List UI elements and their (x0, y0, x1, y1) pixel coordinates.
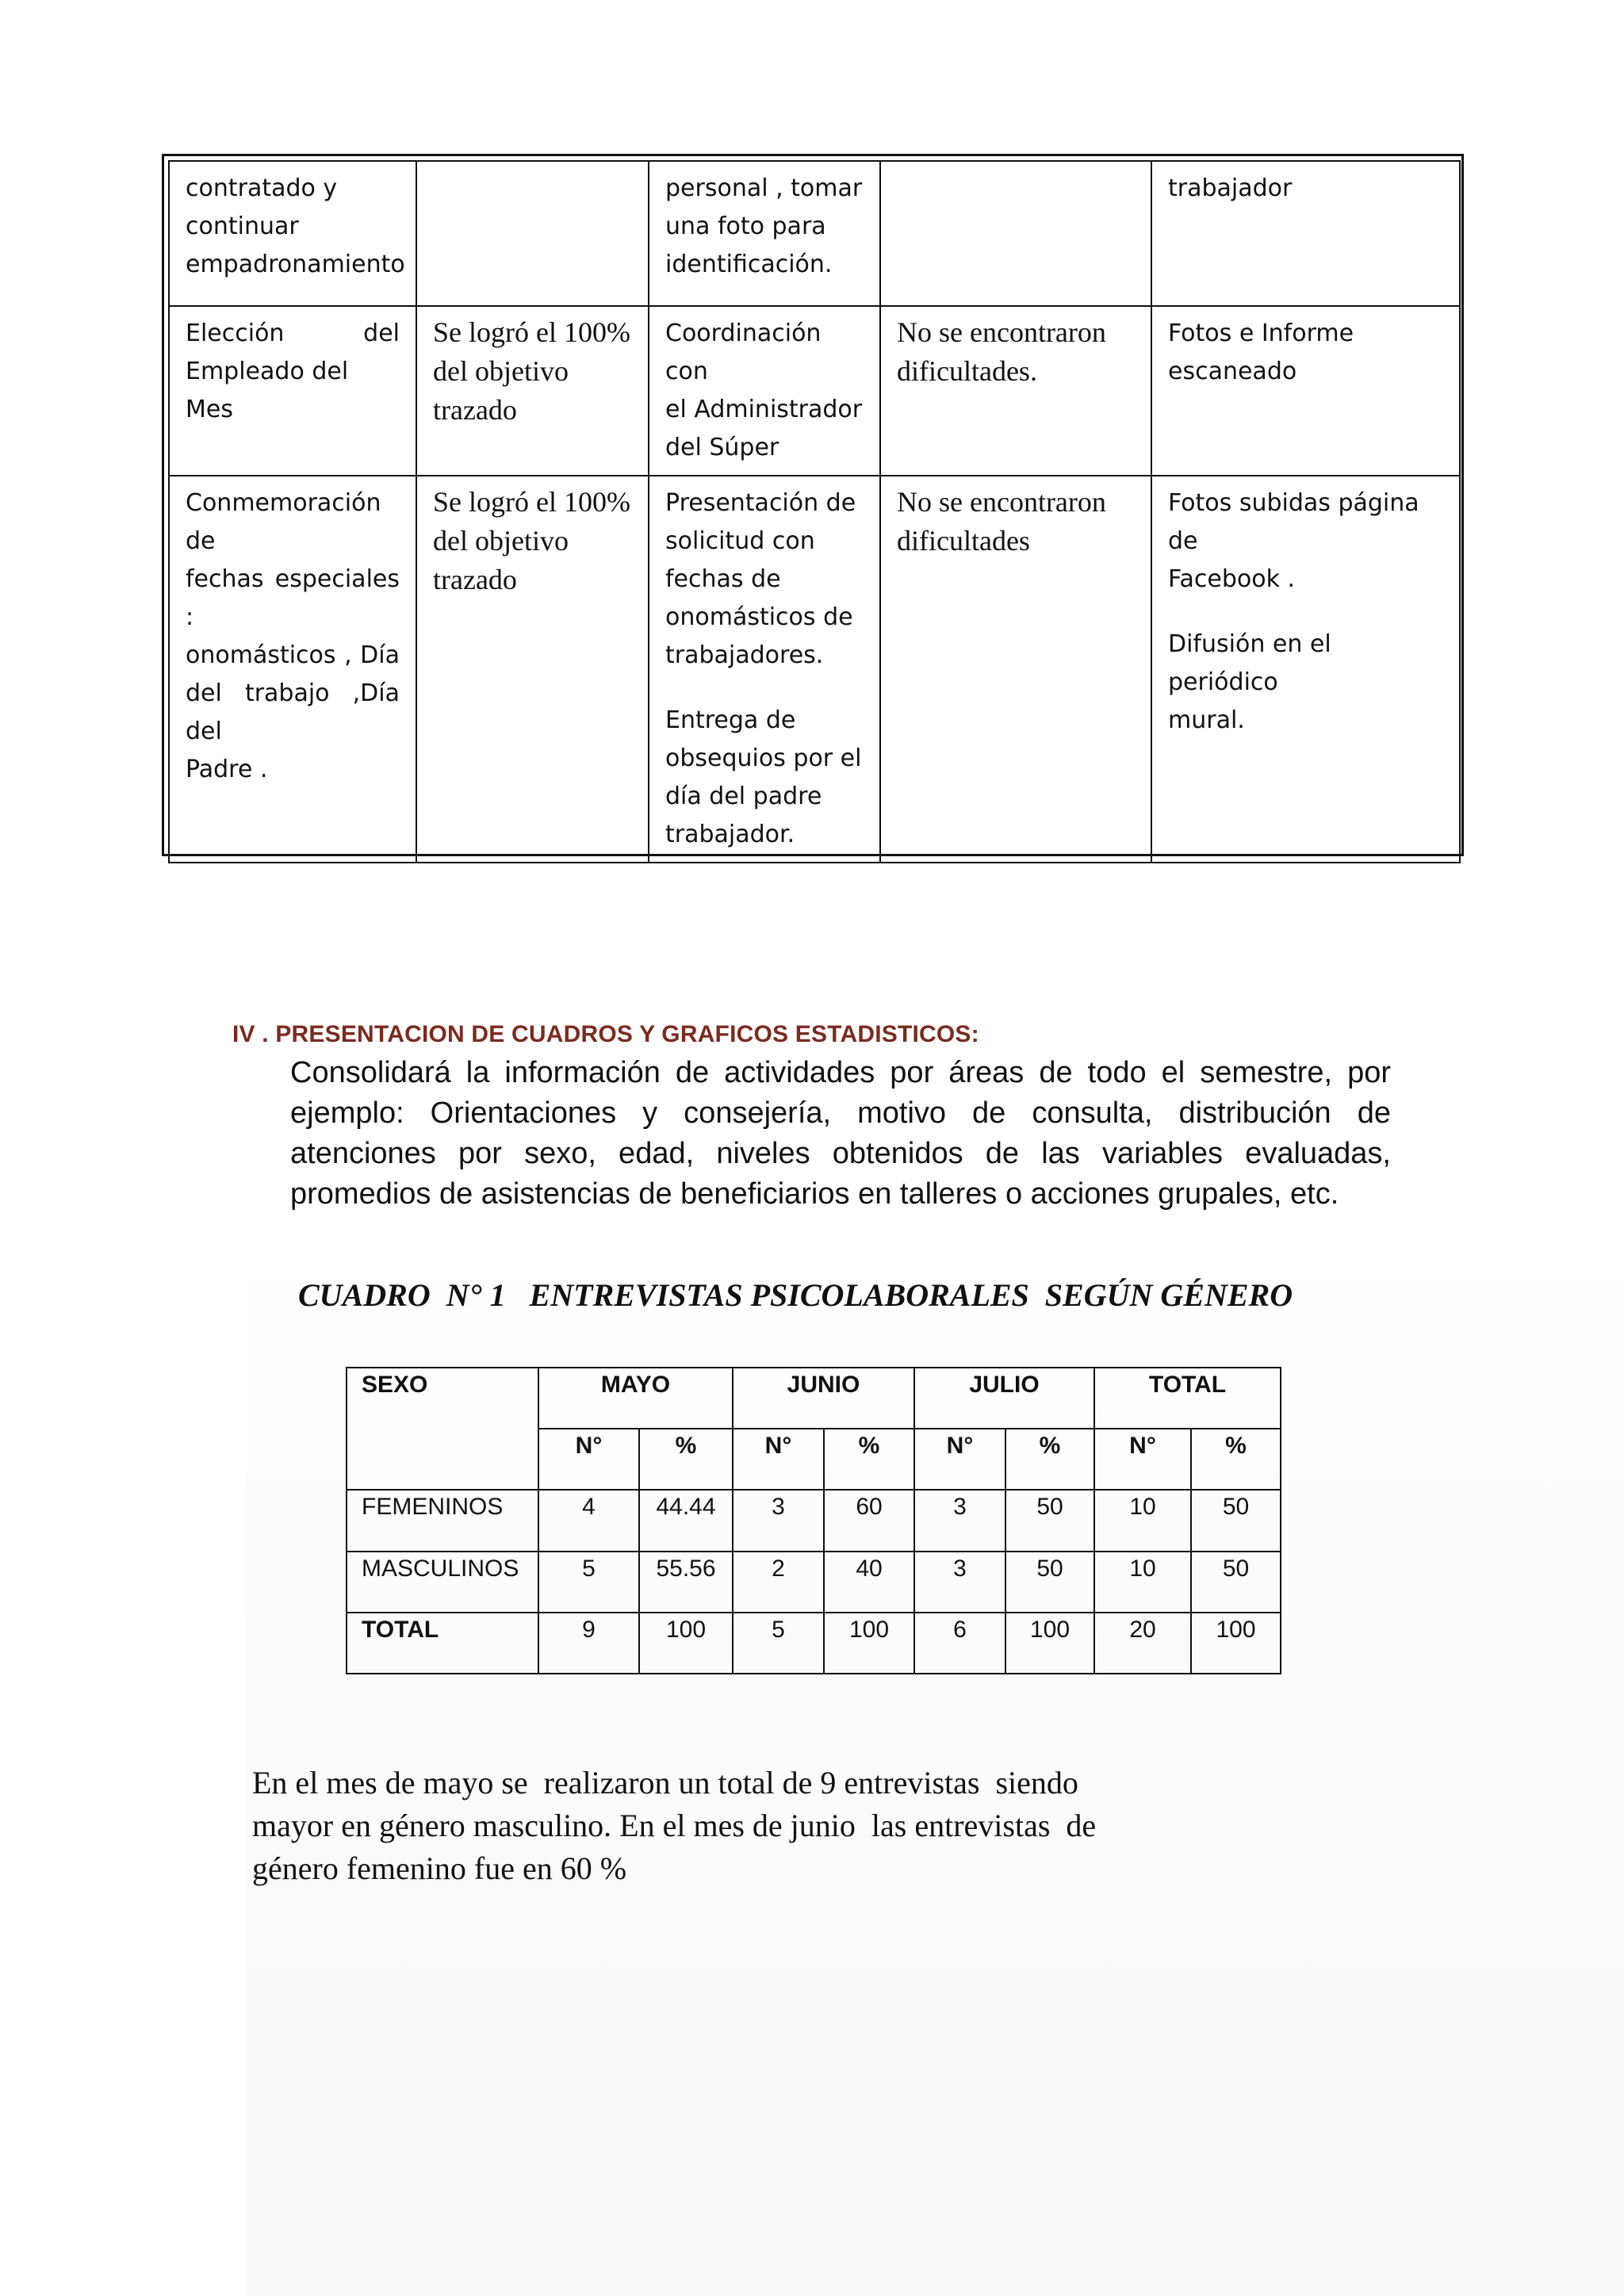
action-cell: Coordinación con el Administrador del Súper (649, 306, 880, 476)
table-cell: 100 (824, 1613, 914, 1674)
table-row (347, 1490, 1281, 1551)
section-intro: Consolidará la información de actividades por áreas de todo el semestre, por ejemplo: Orientaciones y consejería, motivo de consulta, distribución de atenciones por sexo, edad, niveles obtenidos de las variables evaluadas, promedios de asistencias de beneficiarios en talleres o acciones grupales, etc. (290, 1056, 1391, 1211)
table-cell: 5 (733, 1613, 824, 1674)
table-cell: 3 (914, 1490, 1005, 1551)
table-cell: 100 (1005, 1613, 1094, 1674)
action-cell: personal , tomar una foto para identificación. (649, 161, 880, 306)
table-cell: 50 (1191, 1552, 1281, 1613)
table-cell: 9 (538, 1613, 639, 1674)
table-cell: 100 (639, 1613, 733, 1674)
activity-cell: contratado y continuar empadronamiento (169, 161, 416, 306)
section-heading: IV . PRESENTACION DE CUADROS Y GRAFICOS ESTADISTICOS: (232, 1021, 979, 1047)
table-cell: 100 (1191, 1613, 1281, 1674)
activity-cell: Elección del Empleado del Mes (169, 306, 416, 476)
result-cell (416, 161, 649, 306)
table-cell: 50 (1005, 1490, 1094, 1551)
table-cell: 3 (733, 1490, 824, 1551)
table-row (347, 1613, 1281, 1674)
subheader-pct: % (824, 1429, 914, 1490)
result-cell: Se logró el 100% del objetivo trazado (416, 476, 649, 863)
evidence-cell: trabajador (1151, 161, 1460, 306)
row-label: FEMENINOS (347, 1490, 538, 1551)
table-cell: 50 (1191, 1490, 1281, 1551)
column-header-junio: JUNIO (733, 1368, 914, 1429)
row-label: MASCULINOS (347, 1552, 538, 1613)
activity-cell: Conmemoración de fechas especiales : onomásticos , Día del trabajo ,Día del Padre . (169, 476, 416, 863)
action-cell: Presentación de solicitud con fechas de onomásticos de trabajadores. Entrega de obsequios por el día del padre trabajador. (649, 476, 880, 863)
subheader-n: N° (733, 1429, 824, 1490)
table-cell: 60 (824, 1490, 914, 1551)
table-cell: 5 (538, 1552, 639, 1613)
subheader-pct: % (639, 1429, 733, 1490)
table-cell: 10 (1094, 1552, 1191, 1613)
row-label: TOTAL (347, 1613, 538, 1674)
table-cell: 44.44 (639, 1490, 733, 1551)
conclusion-paragraph: En el mes de mayo se realizaron un total de 9 entrevistas siendo mayor en género masculino. En el mes de junio las entrevistas de género femenino fue en 60 % (252, 1765, 1097, 1886)
table-header-row (347, 1368, 1281, 1429)
evidence-cell: Fotos e Informe escaneado (1151, 306, 1460, 476)
evidence-cell: Fotos subidas página de Facebook . Difusión en el periódico mural. (1151, 476, 1460, 863)
table-caption: CUADRO N° 1 ENTREVISTAS PSICOLABORALES SEGÚN GÉNERO (298, 1277, 1293, 1313)
column-header-sexo: SEXO (347, 1368, 538, 1490)
subheader-n: N° (914, 1429, 1005, 1490)
table-cell: 10 (1094, 1490, 1191, 1551)
subheader-pct: % (1191, 1429, 1281, 1490)
table-row (347, 1552, 1281, 1613)
gender-interviews-table (346, 1367, 1281, 1674)
column-header-julio: JULIO (914, 1368, 1094, 1429)
result-cell: Se logró el 100% del objetivo trazado (416, 306, 649, 476)
subheader-n: N° (1094, 1429, 1191, 1490)
table-cell: 6 (914, 1613, 1005, 1674)
column-header-mayo: MAYO (538, 1368, 733, 1429)
table-row (169, 476, 1460, 863)
table-cell: 2 (733, 1552, 824, 1613)
table-row (169, 306, 1460, 476)
activities-table (162, 154, 1464, 856)
table-row (169, 161, 1460, 306)
table-cell: 3 (914, 1552, 1005, 1613)
difficulty-cell: No se encontraron dificultades (880, 476, 1151, 863)
subheader-pct: % (1005, 1429, 1094, 1490)
column-header-total: TOTAL (1094, 1368, 1281, 1429)
subheader-n: N° (538, 1429, 639, 1490)
table-cell: 4 (538, 1490, 639, 1551)
difficulty-cell: No se encontraron dificultades. (880, 306, 1151, 476)
difficulty-cell (880, 161, 1151, 306)
table-cell: 20 (1094, 1613, 1191, 1674)
table-cell: 40 (824, 1552, 914, 1613)
table-cell: 55.56 (639, 1552, 733, 1613)
table-cell: 50 (1005, 1552, 1094, 1613)
